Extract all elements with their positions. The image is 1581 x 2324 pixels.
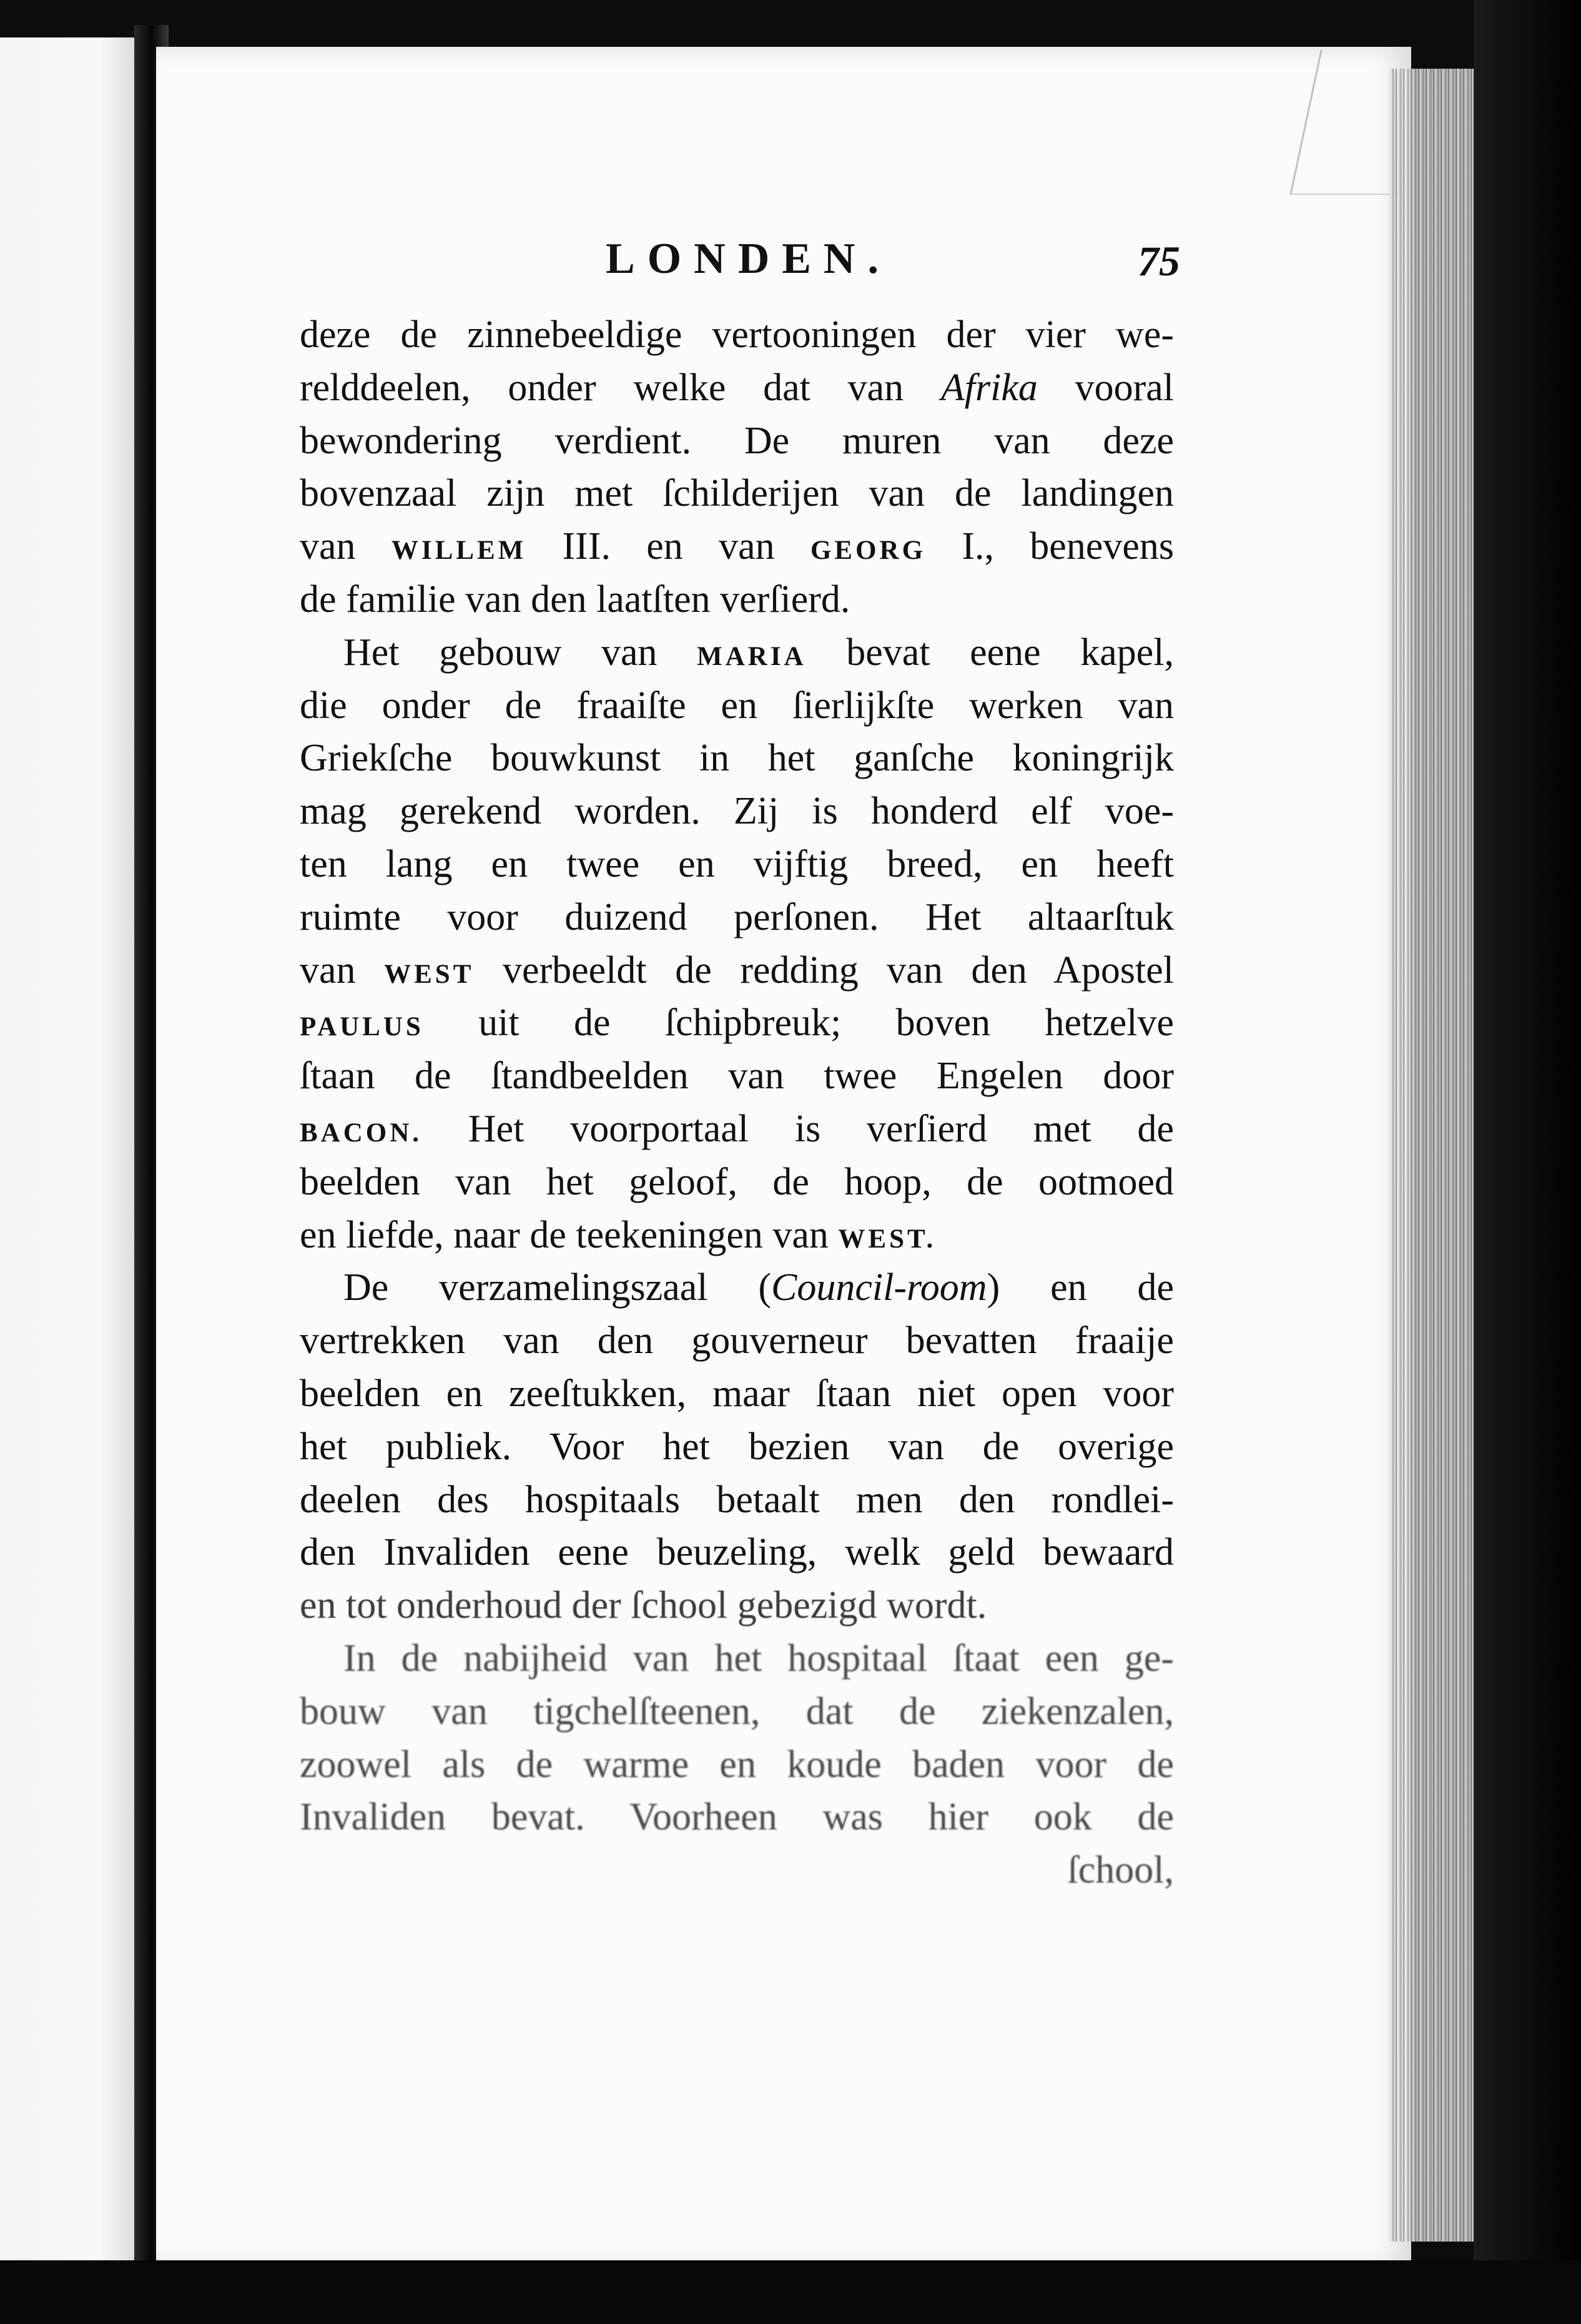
- left-page-edge: [0, 37, 134, 2260]
- text-run: zoowel als de warme en koude baden voor de: [300, 1743, 1174, 1786]
- text-line: [300, 1050, 1174, 1103]
- text-run: het publiek. Voor het bezien van de overige: [300, 1425, 1174, 1468]
- text-run: uit de ſchipbreuk; boven hetzelve: [423, 1002, 1174, 1045]
- text-run: beelden en zeeſtukken, maar ſtaan niet open voor: [300, 1372, 1174, 1415]
- text-run: den Invaliden eene beuzeling, welk geld bewaard: [300, 1531, 1174, 1574]
- small-caps-name: PAULUS: [300, 1012, 424, 1042]
- text-line: [300, 1420, 1174, 1474]
- running-title: LONDEN.: [606, 235, 891, 283]
- text-run: van: [300, 525, 392, 568]
- text-line: [300, 1474, 1174, 1527]
- page-number: 75: [1138, 237, 1180, 285]
- scan-background-right: [1474, 0, 1581, 2324]
- text-run: deze de zinnebeeldige vertooningen der vier we-: [300, 313, 1174, 356]
- text-run: III. en van: [526, 525, 810, 568]
- text-run: Het voorportaal is verſierd met de: [422, 1107, 1174, 1150]
- small-caps-name: GEORG: [810, 536, 927, 566]
- text-line: [300, 1791, 1174, 1844]
- text-line: [300, 1156, 1174, 1209]
- text-line: [300, 308, 1174, 362]
- text-run: relddeelen, onder welke dat van: [300, 366, 941, 409]
- text-run: de familie van den laatſten verſierd.: [300, 578, 850, 621]
- text-line: [300, 415, 1174, 468]
- text-line: [300, 362, 1174, 415]
- text-run: I., benevens: [926, 525, 1174, 568]
- text-line: [300, 732, 1174, 785]
- text-run: bovenzaal zijn met ſchilderijen van de landingen: [300, 472, 1174, 515]
- small-caps-name: WEST.: [838, 1224, 937, 1254]
- text-line: [300, 1844, 1174, 1897]
- text-run: en liefde, naar de teekeningen van: [300, 1213, 839, 1256]
- text-line: [300, 1314, 1174, 1367]
- text-run: Het gebouw van: [343, 631, 697, 674]
- page-stack-edges: [1389, 69, 1477, 2242]
- text-line: [300, 891, 1174, 944]
- text-run: In de nabijheid van het hospitaal ſtaat een ge-: [343, 1637, 1174, 1680]
- text-line: [300, 1103, 1174, 1156]
- text-line: [300, 626, 1174, 679]
- text-run: ruimte voor duizend perſonen. Het altaarſtuk: [300, 895, 1174, 938]
- text-run: ſtaan de ſtandbeelden van twee Engelen door: [300, 1055, 1174, 1098]
- text-run: Invaliden bevat. Voorheen was hier ook de: [300, 1796, 1174, 1839]
- text-run: ſchool,: [1067, 1849, 1174, 1892]
- text-run: bevat eene kapel,: [806, 631, 1174, 674]
- page-header: [300, 234, 1180, 284]
- text-run: deelen des hospitaals betaalt men den rondlei-: [300, 1478, 1174, 1521]
- text-line: [300, 1632, 1174, 1685]
- text-line: [300, 1367, 1174, 1420]
- text-run: verbeeldt de redding van den Apostel: [474, 948, 1174, 992]
- body-text: [300, 308, 1174, 1897]
- text-line: [300, 520, 1174, 573]
- text-line: [300, 997, 1174, 1050]
- small-caps-name: WEST: [384, 959, 475, 989]
- text-line: [300, 573, 1174, 626]
- text-run: De verzamelingszaal (: [343, 1266, 771, 1309]
- text-run: vertrekken van den gouverneur bevatten fraaije: [300, 1319, 1174, 1362]
- text-line: [300, 1261, 1174, 1314]
- small-caps-name: WILLEM: [391, 536, 527, 566]
- text-line: [300, 838, 1174, 891]
- text-run: beelden van het geloof, de hoop, de ootmoed: [300, 1160, 1174, 1203]
- text-line: [300, 467, 1174, 520]
- text-run: ten lang en twee en vijftig breed, en heeft: [300, 842, 1174, 885]
- italic-term: Council-room: [771, 1266, 987, 1309]
- text-run: ) en de: [987, 1266, 1175, 1309]
- text-line: [300, 1738, 1174, 1791]
- text-line: [300, 944, 1174, 997]
- italic-term: Afrika: [940, 366, 1038, 409]
- scan-background-bottom: [0, 2260, 1581, 2324]
- text-line: [300, 1526, 1174, 1579]
- text-line: [300, 1685, 1174, 1738]
- text-line: [300, 785, 1174, 838]
- text-run: Griekſche bouwkunst in het ganſche koningrijk: [300, 737, 1174, 780]
- text-run: die onder de fraaiſte en ſierlijkſte werken van: [300, 684, 1174, 727]
- text-line: [300, 1209, 1174, 1262]
- text-run: mag gerekend worden. Zij is honderd elf voe-: [300, 790, 1174, 833]
- text-run: bouw van tigchelſteenen, dat de ziekenzalen,: [300, 1690, 1174, 1733]
- text-line: [300, 679, 1174, 732]
- text-run: en tot onderhoud der ſchool gebezigd wordt.: [300, 1584, 987, 1627]
- text-line: [300, 1579, 1174, 1632]
- small-caps-name: BACON.: [300, 1118, 423, 1148]
- text-run: bewondering verdient. De muren van deze: [300, 419, 1174, 462]
- text-run: vooral: [1037, 366, 1174, 409]
- small-caps-name: MARIA: [697, 641, 807, 671]
- text-run: van: [300, 948, 385, 992]
